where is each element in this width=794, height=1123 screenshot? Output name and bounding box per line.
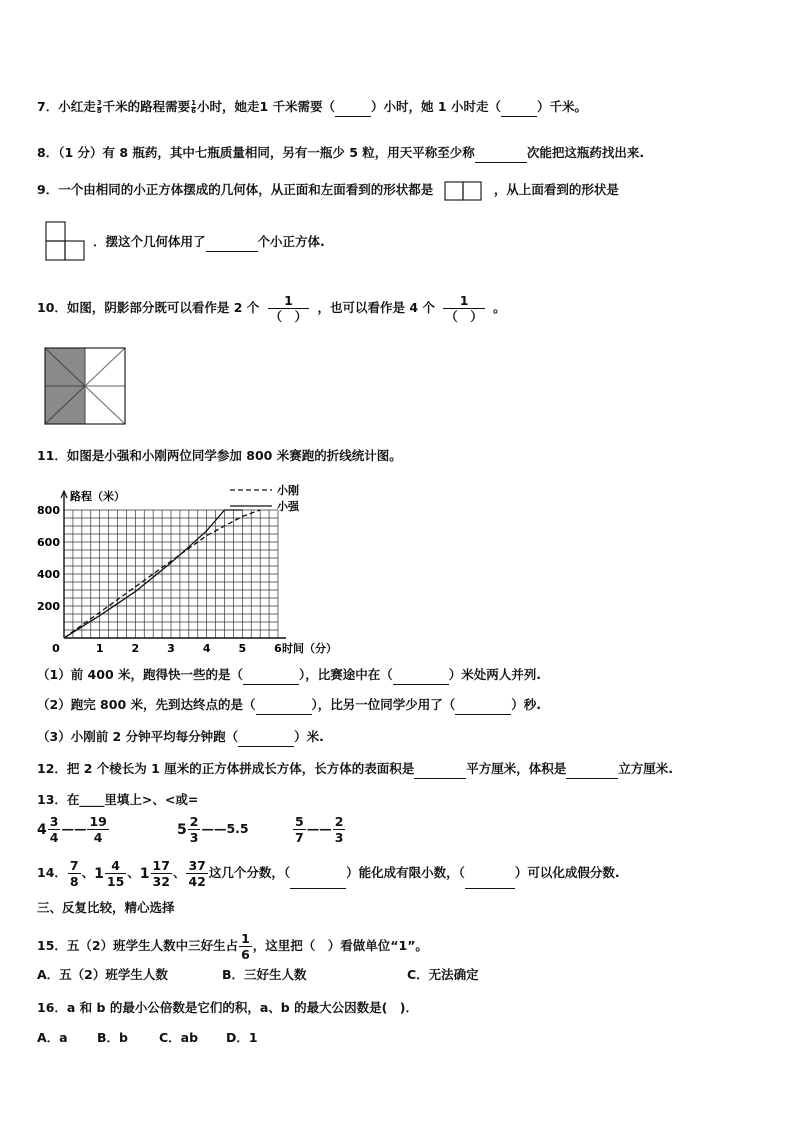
answer-blank[interactable] bbox=[501, 102, 537, 117]
q13-item-3[interactable]: $\frac{5}{7}$ —— $\frac{2}{3}$ bbox=[295, 814, 344, 845]
fraction-blank[interactable]: $\frac{1}{( )}$ bbox=[445, 293, 483, 324]
q13-item-1[interactable]: 4 $\frac{3}{4}$ —— $\frac{19}{4}$ bbox=[37, 814, 107, 845]
q16-option-c[interactable]: C．ab bbox=[159, 1030, 199, 1045]
question-11-1: （1）前 400 米，跑得快一些的是（ ），比赛途中在（ ）米处两人并列. bbox=[37, 665, 541, 685]
question-13: 13．在____里填上>、<或= bbox=[37, 792, 199, 807]
answer-blank[interactable] bbox=[393, 670, 449, 685]
q16-option-d[interactable]: D．1 bbox=[226, 1030, 258, 1045]
legend-label: 小强 bbox=[277, 500, 299, 513]
question-15: 15．五（2）班学生人数中三好生占 $\frac{1}{6}$ ，这里把（ ）看做单位“1”。 bbox=[37, 931, 428, 962]
y-tick-label: 200 bbox=[37, 600, 60, 613]
answer-blank[interactable] bbox=[335, 102, 371, 117]
question-8: 8．（1 分）有 8 瓶药，其中七瓶质量相同，另有一瓶少 5 粒，用天平称至少称 次能把这瓶药找出来. bbox=[37, 143, 644, 163]
q15-option-c[interactable]: C．无法确定 bbox=[407, 967, 479, 982]
question-16: 16．a 和 b 的最小公倍数是它们的积，a、b 的最大公因数是( )． bbox=[37, 1000, 418, 1015]
y-tick-label: 800 bbox=[37, 504, 60, 517]
q15-option-a[interactable]: A．五（2）班学生人数 bbox=[37, 967, 168, 982]
x-axis-title: 时间（分） bbox=[282, 642, 337, 655]
answer-blank[interactable] bbox=[238, 732, 294, 747]
y-tick-label: 400 bbox=[37, 568, 60, 581]
fraction-blank[interactable]: $\frac{1}{( )}$ bbox=[269, 293, 308, 324]
question-12: 12．把 2 个棱长为 1 厘米的正方体拼成长方体，长方体的表面积是 平方厘米，体积是 立方厘米. bbox=[37, 759, 673, 779]
answer-blank[interactable] bbox=[414, 764, 466, 779]
two-square-shape-icon bbox=[444, 181, 484, 201]
fraction: $\frac{1}{6}$ bbox=[191, 99, 196, 115]
x-tick-label: 4 bbox=[202, 642, 211, 655]
shaded-square-figure bbox=[44, 347, 126, 425]
question-9-cont: ．摆这个几何体用了 个小正方体. bbox=[93, 232, 325, 252]
q13-item-2[interactable]: 5 $\frac{2}{3}$ ——5.5 bbox=[177, 814, 249, 845]
question-7: 7．小红走 $\frac{3}{8}$千米的路程需要 $\frac{1}{6}$小时，她走1 千米需要（ ）小时，她 1 小时走（ ）千米。 bbox=[37, 99, 587, 115]
x-tick-label: 3 bbox=[167, 642, 175, 655]
x-tick-label: 6 bbox=[274, 642, 282, 655]
l-shape-top-view-icon bbox=[45, 221, 85, 261]
x-tick-label: 5 bbox=[238, 642, 247, 655]
x-tick-label: 1 bbox=[95, 642, 104, 655]
answer-blank[interactable] bbox=[455, 700, 511, 715]
line-chart bbox=[30, 478, 337, 655]
legend-label: 小刚 bbox=[277, 484, 299, 497]
question-10: 10．如图，阴影部分既可以看作是 2 个 $\frac{1}{( )}$ ，也可以看作是 4 个 $\frac{1}{( )}$ 。 bbox=[37, 293, 506, 324]
answer-blank[interactable] bbox=[206, 237, 258, 252]
x-tick-label: 0 bbox=[52, 642, 60, 655]
section-heading: 三、反复比较，精心选择 bbox=[37, 900, 175, 915]
x-tick-label: 2 bbox=[131, 642, 140, 655]
q16-option-a[interactable]: A．a bbox=[37, 1030, 68, 1045]
question-11-3: （3）小刚前 2 分钟平均每分钟跑（ ）米. bbox=[37, 727, 324, 747]
q15-option-b[interactable]: B．三好生人数 bbox=[222, 967, 307, 982]
answer-blank[interactable] bbox=[243, 670, 299, 685]
question-9: 9．一个由相同的小正方体摆成的几何体，从正面和左面看到的形状都是 ，从上面看到的形状是 bbox=[37, 180, 619, 201]
answer-blank[interactable] bbox=[290, 874, 346, 889]
answer-blank[interactable] bbox=[256, 700, 312, 715]
answer-blank[interactable] bbox=[465, 874, 515, 889]
answer-blank[interactable] bbox=[475, 148, 527, 163]
y-axis-title: 路程（米） bbox=[70, 490, 125, 503]
question-14: 14． $\frac{7}{8}$ 、1 $\frac{4}{15}$ 、1 $\frac{17}{32}$ 、 $\frac{37}{42}$ 这几个分数，（ ）能化成有限小数，（ ）可以化成假分数. bbox=[37, 858, 620, 889]
y-tick-label: 600 bbox=[37, 536, 60, 549]
answer-blank[interactable] bbox=[566, 764, 618, 779]
fraction: $\frac{3}{8}$ bbox=[96, 99, 102, 115]
q16-option-b[interactable]: B．b bbox=[97, 1030, 128, 1045]
question-11-2: （2）跑完 800 米，先到达终点的是（ ），比另一位同学少用了（ ）秒. bbox=[37, 695, 541, 715]
question-11: 11．如图是小强和小刚两位同学参加 800 米赛跑的折线统计图。 bbox=[37, 448, 402, 463]
